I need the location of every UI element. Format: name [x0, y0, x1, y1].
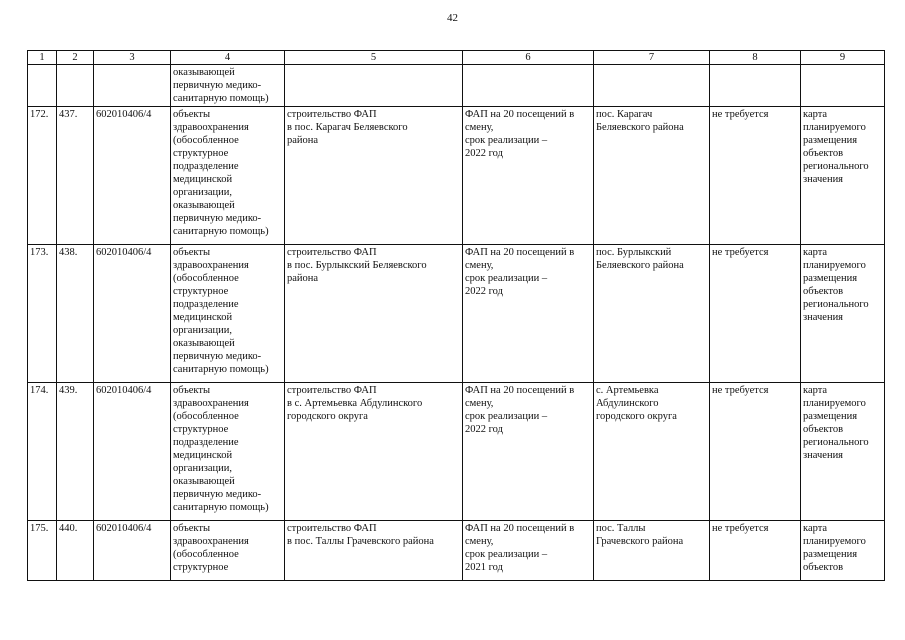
characteristics-cell: ФАП на 20 посещений в смену, срок реализации – 2021 год — [463, 521, 594, 581]
code-cell: 602010406/4 — [94, 383, 171, 521]
characteristics-cell: ФАП на 20 посещений в смену, срок реализации – 2022 год — [463, 245, 594, 383]
map-cell: карта планируемого размещения объектов регионального значения — [801, 383, 885, 521]
column-number-row — [28, 51, 885, 65]
object-type-cell: объекты здравоохранения (обособленное структурное подразделение медицинской организации, оказывающей первичную медико- санитарную помощь) — [171, 245, 285, 383]
header-cell: 4 — [171, 51, 285, 65]
map-cell: карта планируемого размещения объектов регионального значения — [801, 245, 885, 383]
purpose-cell: строительство ФАП в с. Артемьевка Абдулинского городского округа — [285, 383, 463, 521]
code-cell: 602010406/4 — [94, 521, 171, 581]
location-cell: с. Артемьевка Абдулинского городского округа — [594, 383, 710, 521]
header-cell: 9 — [801, 51, 885, 65]
header-cell: 8 — [710, 51, 801, 65]
code-cell: 602010406/4 — [94, 107, 171, 245]
header-cell: 5 — [285, 51, 463, 65]
table-row — [28, 383, 885, 521]
header-cell: 6 — [463, 51, 594, 65]
header-cell: 3 — [94, 51, 171, 65]
purpose-cell: строительство ФАП в пос. Таллы Грачевского района — [285, 521, 463, 581]
location-cell: пос. Бурлыкский Беляевского района — [594, 245, 710, 383]
header-cell: 7 — [594, 51, 710, 65]
characteristics-cell: ФАП на 20 посещений в смену, срок реализации – 2022 год — [463, 383, 594, 521]
zone-cell: не требуется — [710, 383, 801, 521]
header-cell: 1 — [28, 51, 57, 65]
characteristics-cell: ФАП на 20 посещений в смену, срок реализации – 2022 год — [463, 107, 594, 245]
page-number: 42 — [447, 12, 458, 24]
object-id-cell: 439. — [57, 383, 94, 521]
zone-cell: не требуется — [710, 521, 801, 581]
object-type-cell: объекты здравоохранения (обособленное структурное подразделение медицинской организации, оказывающей первичную медико- санитарную помощь) — [171, 383, 285, 521]
location-cell: пос. Карагач Беляевского района — [594, 107, 710, 245]
purpose-cell: строительство ФАП в пос. Карагач Беляевского района — [285, 107, 463, 245]
header-cell: 2 — [57, 51, 94, 65]
table-row — [28, 521, 885, 581]
code-cell: 602010406/4 — [94, 245, 171, 383]
row-number-cell: 173. — [28, 245, 57, 383]
object-id-cell: 440. — [57, 521, 94, 581]
object-type-cell: объекты здравоохранения (обособленное структурное подразделение медицинской организации, оказывающей первичную медико- санитарную помощь) — [171, 107, 285, 245]
object-id-cell: 437. — [57, 107, 94, 245]
map-cell: карта планируемого размещения объектов — [801, 521, 885, 581]
continuation-row — [28, 65, 885, 107]
row-number-cell: 174. — [28, 383, 57, 521]
table-row — [28, 245, 885, 383]
document-table — [27, 50, 885, 581]
purpose-cell: строительство ФАП в пос. Бурлыкский Беляевского района — [285, 245, 463, 383]
row-number-cell: 172. — [28, 107, 57, 245]
zone-cell: не требуется — [710, 245, 801, 383]
map-cell: карта планируемого размещения объектов регионального значения — [801, 107, 885, 245]
object-type-cell: объекты здравоохранения (обособленное структурное — [171, 521, 285, 581]
zone-cell: не требуется — [710, 107, 801, 245]
table-row — [28, 107, 885, 245]
object-id-cell: 438. — [57, 245, 94, 383]
row-number-cell: 175. — [28, 521, 57, 581]
continuation-type-cell: оказывающей первичную медико- санитарную помощь) — [171, 65, 285, 107]
location-cell: пос. Таллы Грачевского района — [594, 521, 710, 581]
